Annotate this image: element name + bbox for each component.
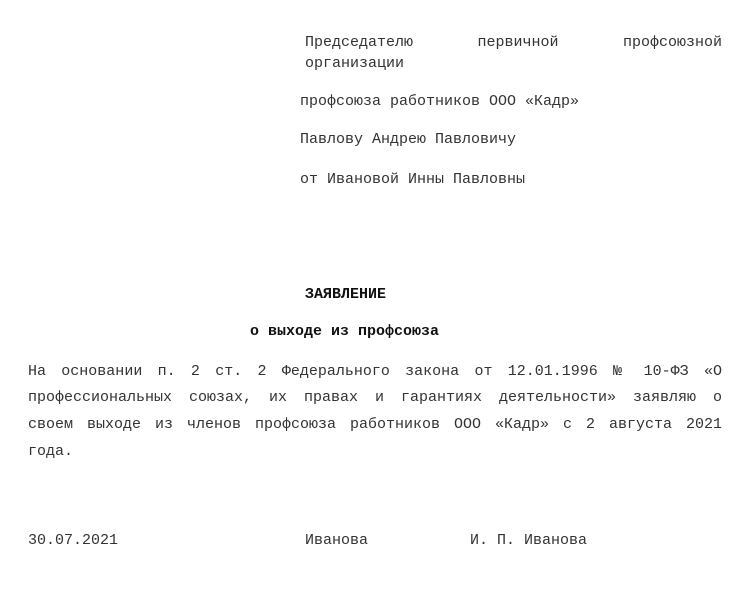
addressee-name: Павлову Андрею Павловичу bbox=[300, 131, 517, 148]
footer-signature: Иванова bbox=[305, 532, 369, 549]
addressee-line-1: Председателю первичной профсоюзной bbox=[305, 34, 722, 51]
body-line-3: своем выходе из членов профсоюза работников ООО «Кадр» с 2 августа 2021 bbox=[28, 416, 722, 433]
document-title: ЗАЯВЛЕНИЕ bbox=[305, 286, 387, 303]
footer-date: 30.07.2021 bbox=[28, 532, 119, 549]
footer-name: И. П. Иванова bbox=[470, 532, 588, 549]
body-line-1: На основании п. 2 ст. 2 Федерального закона от 12.01.1996 № 10-ФЗ «О bbox=[28, 363, 722, 380]
body-line-4: года. bbox=[28, 443, 74, 460]
sender-name: от Ивановой Инны Павловны bbox=[300, 171, 526, 188]
document-subtitle: о выходе из профсоюза bbox=[250, 323, 440, 340]
body-line-2: профессиональных союзах, их правах и гарантиях деятельности» заявляю о bbox=[28, 389, 722, 406]
addressee-organization: профсоюза работников ООО «Кадр» bbox=[300, 93, 580, 110]
addressee-line-2: организации bbox=[305, 55, 405, 72]
